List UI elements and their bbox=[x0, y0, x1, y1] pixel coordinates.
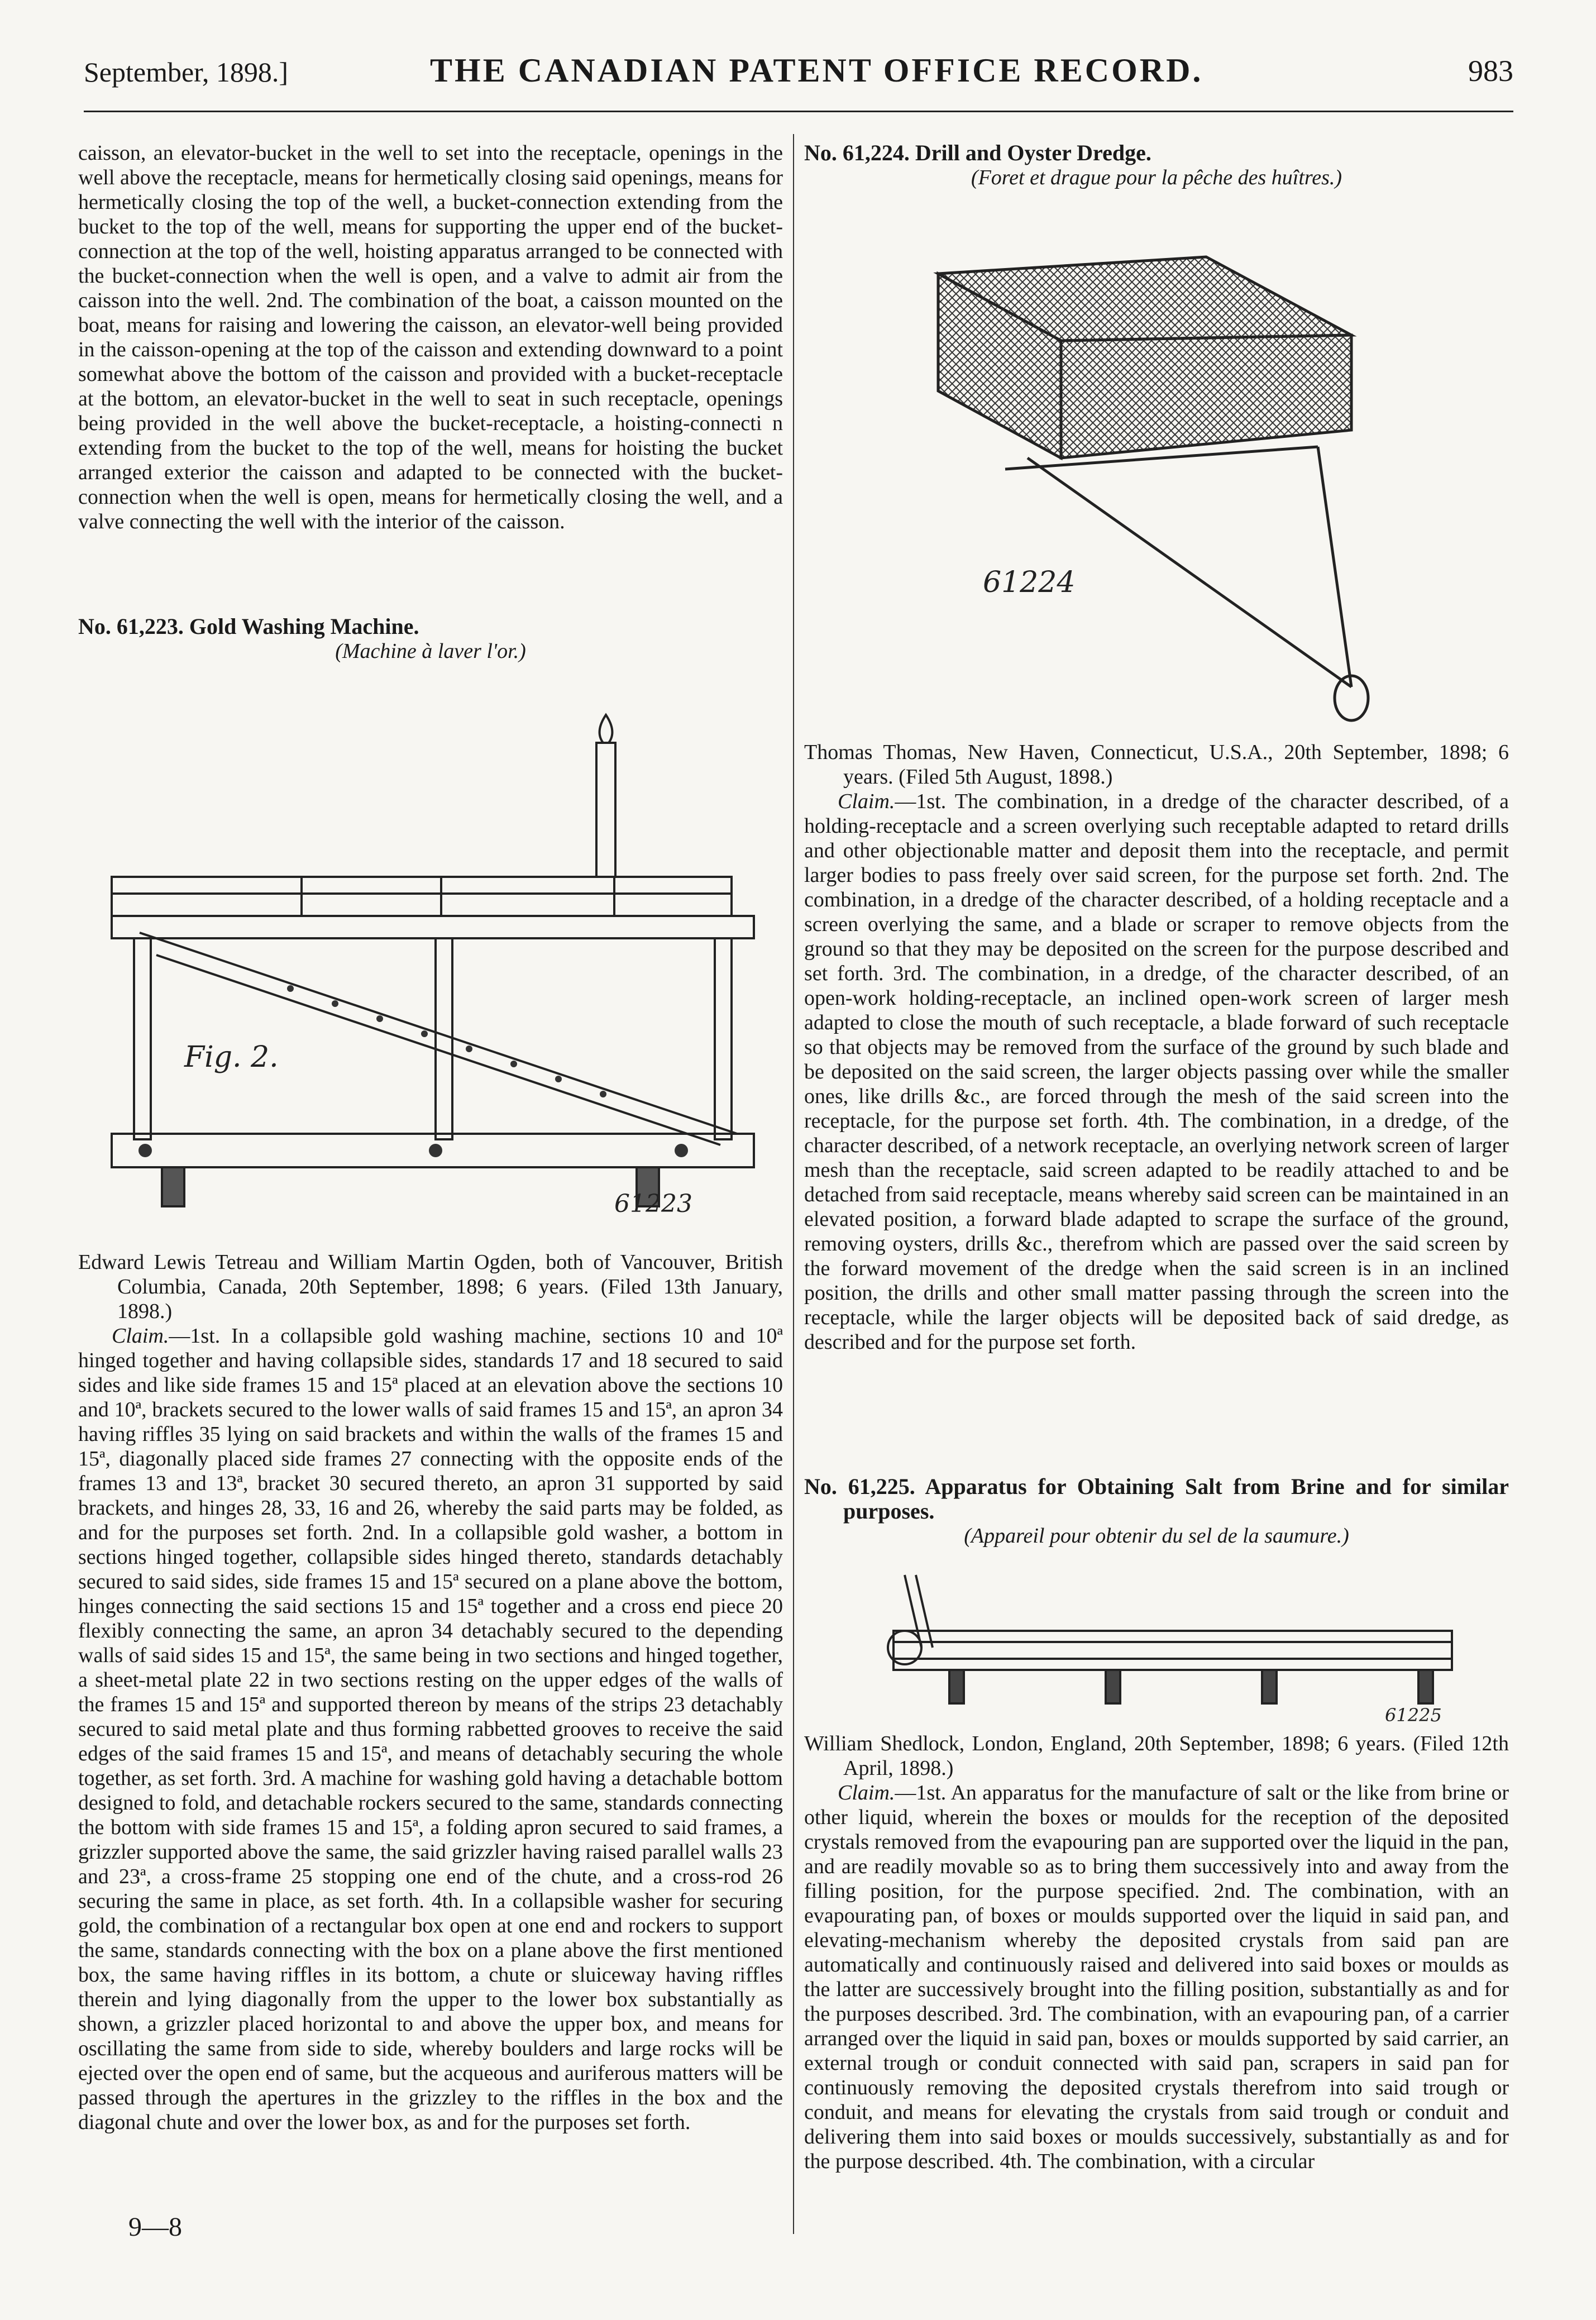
page-number: 983 bbox=[1468, 54, 1513, 88]
patent-61225-heading-block bbox=[804, 1474, 1509, 1548]
patent-61224-subtitle: (Foret et drague pour la pêche des huîtres.) bbox=[971, 166, 1342, 189]
gold-washing-machine-drawing bbox=[78, 709, 783, 1223]
patent-61225-inventor: William Shedlock, London, England, 20th September, 1898; 6 years. (Filed 12th April, 1898.) bbox=[804, 1732, 1509, 1780]
patent-61224-heading: No. 61,224. Drill and Oyster Dredge. bbox=[804, 140, 1151, 165]
patent-61224-heading-block bbox=[804, 141, 1509, 190]
header-rule bbox=[84, 111, 1513, 112]
page-header bbox=[84, 51, 1513, 90]
oyster-dredge-drawing bbox=[893, 223, 1396, 726]
publication-title: THE CANADIAN PATENT OFFICE RECORD. bbox=[430, 52, 1203, 89]
continuation-paragraph: caisson, an elevator-bucket in the well to set into the receptacle, openings in the well above the receptacle, means for hermetically closing said openings, means for hermetically closing the top of the well, a bucket-connection extending from the bucket to the top of the well, means for supporting the upper end of the bucket-connection at the top of the well, hoisting apparatus arranged to be connected with the bucket-connection when the well is open, and a valve to admit air from the caisson into the well. 2nd. The combination of the boat, a caisson mounted on the boat, means for raising and lowering the caisson, an elevator-well being provided in the caisson-opening at the top of the caisson and extending downward to a point somewhat above the bottom of the caisson and provided with a bucket-receptacle at the bottom, an elevator-bucket in the well to seat in such receptacle, openings being provided in the well above the bucket-receptacle, a hoisting-connecti n extending from the bucket to the top of the well, means for hoisting the bucket arranged exterior the caisson and adapted to be connected with the bucket-connection when the well is open, means for hermetically closing the well, and a valve connecting the well with the interior of the caisson. bbox=[78, 141, 783, 533]
patent-61224-claim: —1st. The combination, in a dredge of the character described, of a holding-receptacle and a screen overlying such receptable adapted to retard drills and other objectionable matter and deposit them into the receptacle, and permit larger bodies to pass freely over said screen, for the purpose set forth. 2nd. The combination, in a dredge of the character described, of a holding receptacle and a screen overlying the same, and a blade or scraper to remove objects from the ground so that they may be deposited on the screen for the purpose described and set forth. 3rd. The combination, in a dredge, of the character described, of an open-work holding-receptacle, an inclined open-work screen of larger mesh adapted to close the mouth of such receptacle, a blade forward of such receptacle so that objects may be removed from the surface of the ground by such blade and be deposited on the said screen, the larger objects passing over while the smaller ones, like drills &c., are forced through the mesh of the said screen into the receptacle, for the purpose set forth. 4th. The combination, in a dredge, of the character described, of a network receptacle, an overlying network screen of larger mesh than the receptacle, said screen adapted to be readily attached to and be detached from said receptacle, means whereby said screen can be maintained in an elevated position, a forward blade adapted to scrape the surface of the ground, removing oysters, drills &c., therefrom which are passed over the said screen by the forward movement of the dredge when the said screen is in an inclined position, the drills and other small matter passing through the screen into the receptacle, while the larger objects will be deposited back of said dredge, as described and for the purpose set forth. bbox=[804, 790, 1509, 1354]
signature-mark: 9—8 bbox=[128, 2212, 182, 2242]
patent-61223-heading-block bbox=[78, 614, 783, 663]
figure-label: Fig. 2. bbox=[184, 1040, 279, 1074]
patent-61224-claim-paragraph bbox=[804, 789, 1509, 1354]
gold-washing-machine-figure bbox=[78, 709, 783, 1223]
figure-number-61223: 61223 bbox=[614, 1190, 692, 1218]
patent-61223-claim: —1st. In a collapsible gold washing machine, sections 10 and 10ª hinged together and having collapsible sides, standards 17 and 18 secured to said sides and like side frames 15 and 15ª placed at an elevation above the sections 10 and 10ª, brackets secured to the lower walls of said frames 15 and 15ª, an apron 34 having riffles 35 lying on said brackets and within the walls of the frames 15 and 15ª, diagonally placed side frames 27 connecting with the opposite ends of the frames 13 and 13ª, bracket 30 secured thereto, an apron 31 supported by said brackets, and hinges 28, 33, 16 and 26, whereby the said parts may be folded, as and for the purposes set forth. 2nd. In a collapsible gold washer, a bottom in sections hinged together, collapsible sides hinged thereto, standards detachably secured to said sides, side frames 15 and 15ª secured on a plane above the bottom, hinges connecting the said sections 15 and 15ª together and a cross end piece 20 flexibly connecting the same, an apron 34 detachably secured to the depending walls of said sides 15 and 15ª, the same being in two sections and hinged together, a sheet-metal plate 22 in two sections resting on the upper edges of the walls of the frames 15 and 15ª and supported thereon by means of the strips 23 detachably secured to said metal plate and thus forming rabbetted grooves to receive the said edges of the said frames 15 and 15ª, and means of detachably securing the whole together, as set forth. 3rd. A machine for washing gold having a detachable bottom designed to fold, and detachable rockers secured to the same, standards connecting the bottom with side frames 15 and 15ª, a folding apron secured to said frames, a grizzler supported above the same, the said grizzler having raised parallel walls 23 and 23ª, a cross-frame 25 stopping one end of the chute, and a cross-rod 26 securing the same in place, as set forth. 4th. In a collapsible washer for securing gold, the combination of a rectangular box open at one end and rockers to support the same, standards connecting with the box on a plane above the first mentioned box, the same having riffles in its bottom, a chute or sluiceway having riffles therein and lying diagonally from the upper to the lower box substantially as shown, a grizzler placed horizontal to and above the upper box, and means for oscillating the same from side to side, whereby boulders and large rocks will be ejected over the open end of same, but the acqueous and auriferous matters will be passed through the apertures in the grizzley to the riffles in the box and the diagonal chute and over the lower box, as and for the purposes set forth. bbox=[78, 1324, 783, 2134]
header-date: September, 1898.] bbox=[84, 56, 288, 88]
column-divider bbox=[793, 134, 794, 2234]
figure-number-61224: 61224 bbox=[983, 566, 1076, 599]
oyster-dredge-figure bbox=[893, 223, 1396, 726]
figure-number-61225: 61225 bbox=[1385, 1705, 1442, 1726]
claim-label: Claim. bbox=[838, 1781, 895, 1805]
patent-61223-inventor: Edward Lewis Tetreau and William Martin Ogden, both of Vancouver, British Columbia, Canada, 20th September, 1898; 6 years. (Filed 13th January, 1898.) bbox=[78, 1250, 783, 1323]
patent-61223-heading: No. 61,223. Gold Washing Machine. bbox=[78, 614, 419, 639]
patent-61225-claim: —1st. An apparatus for the manufacture of salt or the like from brine or other liquid, wherein the boxes or moulds for the reception of the deposited crystals removed from the evapouring pan are supported over the liquid in the pan, and are readily movable so as to bring them successively into and away from the filling position, for the purpose specified. 2nd. The combination, with an evapourating pan, of boxes or moulds supported over the liquid in said pan, and elevating-mechanism whereby the deposited crystals from said pan are automatically and continuously raised and delivered into said boxes or moulds as the latter are successively brought into the filling position, substantially as and for the purposes described. 3rd. The combination, with an evapouring pan, of a carrier arranged over the liquid in said pan, boxes or moulds supported by said carrier, an external trough or conduit connected with said pan, scrapers in said pan for continuously removing the deposited crystals therefrom into said trough or conduit, and means for elevating the crystals from said trough or conduit and delivering them into said boxes or moulds successively, substantially as and for the purpose described. 4th. The combination, with a circular bbox=[804, 1781, 1509, 2173]
salt-apparatus-figure bbox=[871, 1558, 1485, 1726]
patent-61225-body bbox=[804, 1731, 1509, 2174]
patent-61223-body bbox=[78, 1250, 783, 2135]
salt-apparatus-drawing bbox=[871, 1558, 1485, 1726]
claim-label: Claim. bbox=[112, 1324, 169, 1348]
patent-61225-claim-paragraph bbox=[804, 1780, 1509, 2174]
patent-61223-claim-paragraph bbox=[78, 1324, 783, 2135]
patent-61225-heading: No. 61,225. Apparatus for Obtaining Salt from Brine and for similar purposes. bbox=[804, 1474, 1509, 1524]
claim-label: Claim. bbox=[838, 790, 895, 813]
left-column-continuation bbox=[78, 141, 783, 534]
patent-61224-inventor: Thomas Thomas, New Haven, Connecticut, U.S.A., 20th September, 1898; 6 years. (Filed 5th August, 1898.) bbox=[804, 741, 1509, 789]
patent-61224-body bbox=[804, 740, 1509, 1354]
patent-61225-subtitle: (Appareil pour obtenir du sel de la saumure.) bbox=[964, 1524, 1349, 1548]
patent-61223-subtitle: (Machine à laver l'or.) bbox=[335, 639, 526, 663]
